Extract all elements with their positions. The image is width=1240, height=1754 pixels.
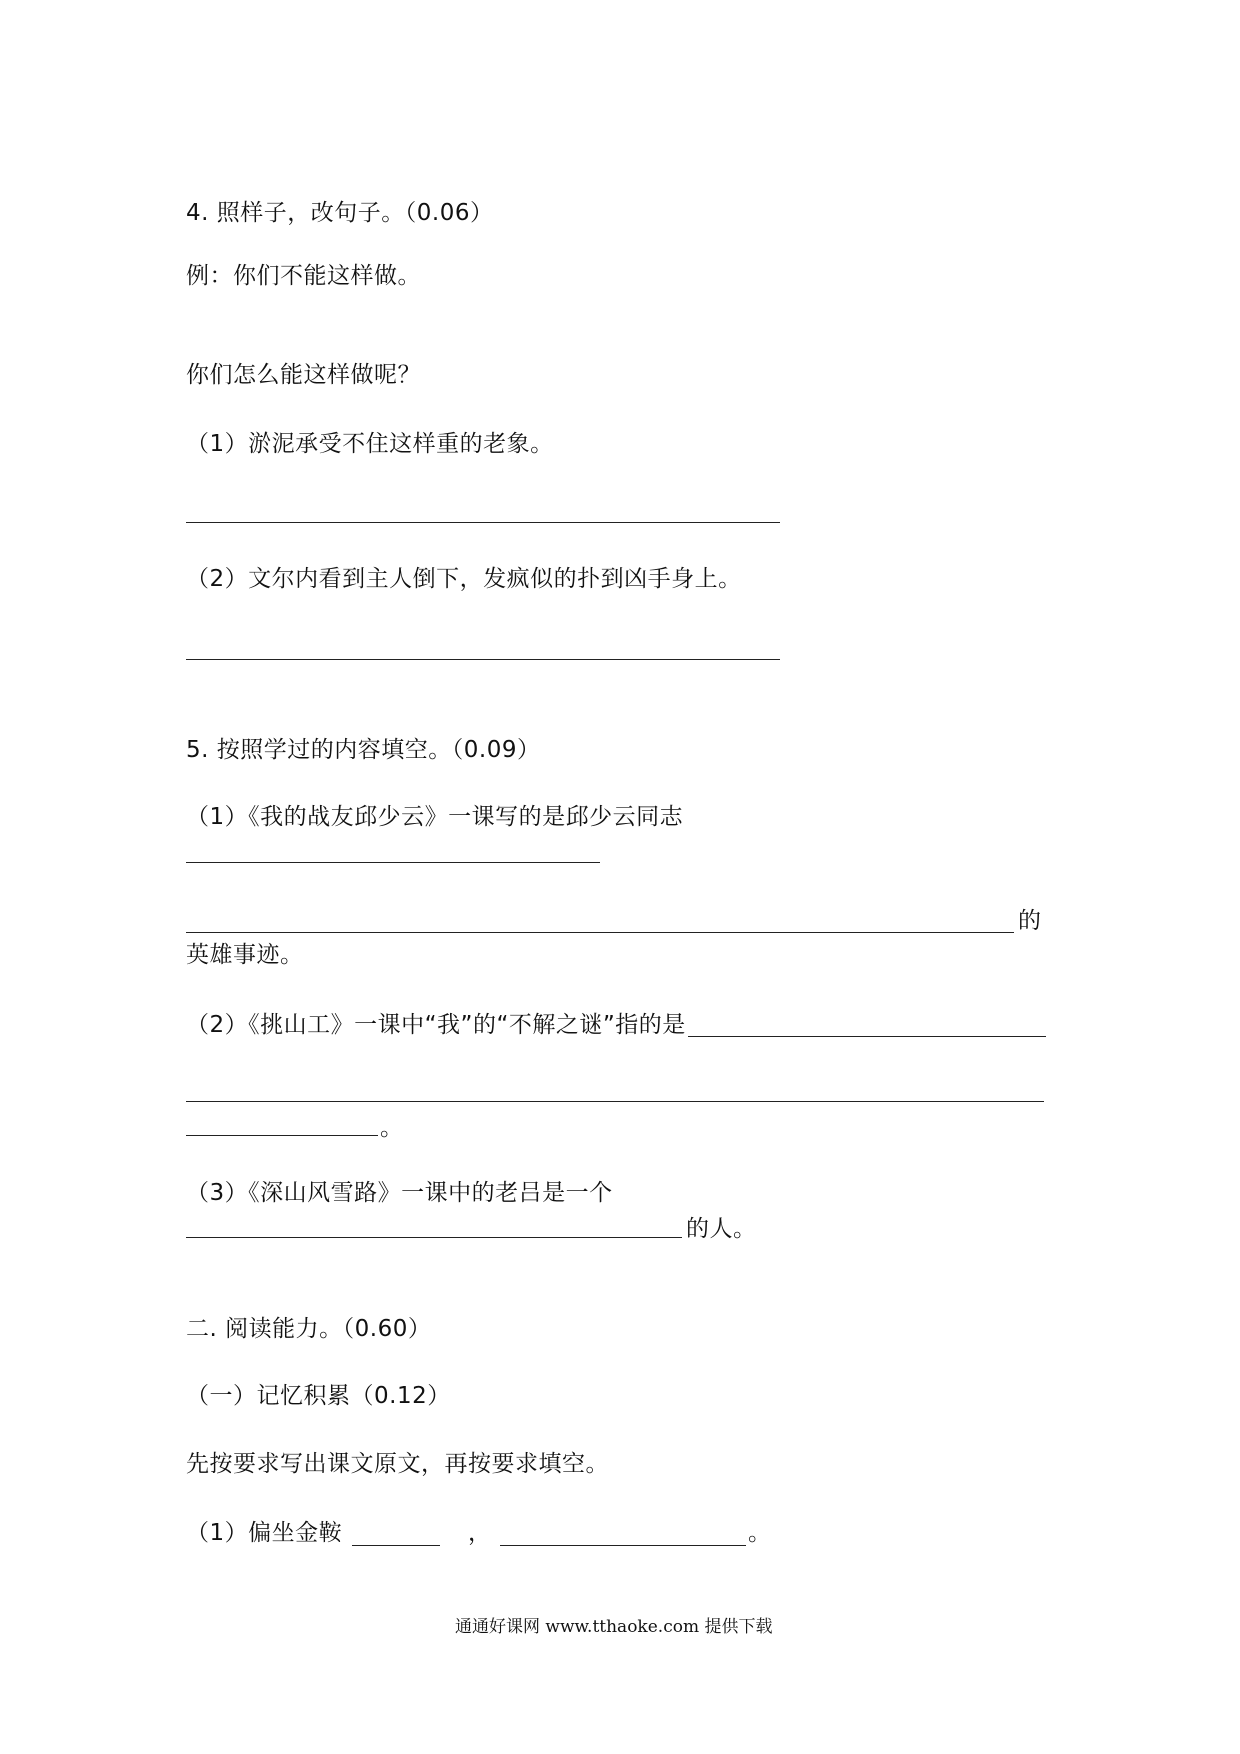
q4-item-1: （1）淤泥承受不住这样重的老象。	[186, 431, 554, 457]
q5-item-1-answer-line-b[interactable]	[186, 932, 1014, 933]
section2-item-1: （1）偏坐金鞍	[186, 1520, 343, 1546]
q5-item-1-end: 英雄事迹。	[186, 942, 304, 968]
q5-item-2-answer-line-a[interactable]	[688, 1036, 1046, 1037]
q4-item-1-answer-line[interactable]	[186, 522, 780, 523]
section2-item-1-answer-line-b[interactable]	[500, 1545, 746, 1546]
q5-item-1-answer-line-a[interactable]	[186, 862, 600, 863]
q5-item-3: （3）《深山风雪路》一课中的老吕是一个	[186, 1180, 613, 1206]
section2-title: 二. 阅读能力。（0.60）	[186, 1316, 432, 1342]
q4-item-2: （2）文尔内看到主人倒下，发疯似的扑到凶手身上。	[186, 566, 742, 592]
q5-title: 5. 按照学过的内容填空。（0.09）	[186, 737, 541, 763]
q5-item-1-suffix: 的	[1018, 908, 1042, 934]
q5-item-2-end: 。	[380, 1115, 404, 1141]
q4-example-answer: 你们怎么能这样做呢？	[186, 362, 421, 388]
section2-item-1-comma: ，	[468, 1520, 492, 1546]
q5-item-3-suffix: 的人。	[686, 1216, 757, 1242]
q5-item-2-answer-line-b[interactable]	[186, 1101, 1044, 1102]
section2-sub1-title: （一）记忆积累（0.12）	[186, 1383, 451, 1409]
q4-title: 4. 照样子，改句子。（0.06）	[186, 200, 494, 226]
section2-instruction: 先按要求写出课文原文，再按要求填空。	[186, 1451, 609, 1477]
q5-item-1: （1）《我的战友邱少云》一课写的是邱少云同志	[186, 804, 684, 830]
footer-text: 通通好课网 www.tthaoke.com 提供下载	[455, 1617, 773, 1637]
q5-item-2-answer-line-c[interactable]	[186, 1135, 378, 1136]
q5-item-3-answer-line[interactable]	[186, 1237, 682, 1238]
q5-item-2: （2）《挑山工》一课中“我”的“不解之谜”指的是	[186, 1012, 686, 1038]
q4-example: 例：你们不能这样做。	[186, 263, 421, 289]
section2-item-1-end: 。	[748, 1520, 772, 1546]
q4-item-2-answer-line[interactable]	[186, 659, 780, 660]
section2-item-1-answer-line-a[interactable]	[352, 1545, 440, 1546]
